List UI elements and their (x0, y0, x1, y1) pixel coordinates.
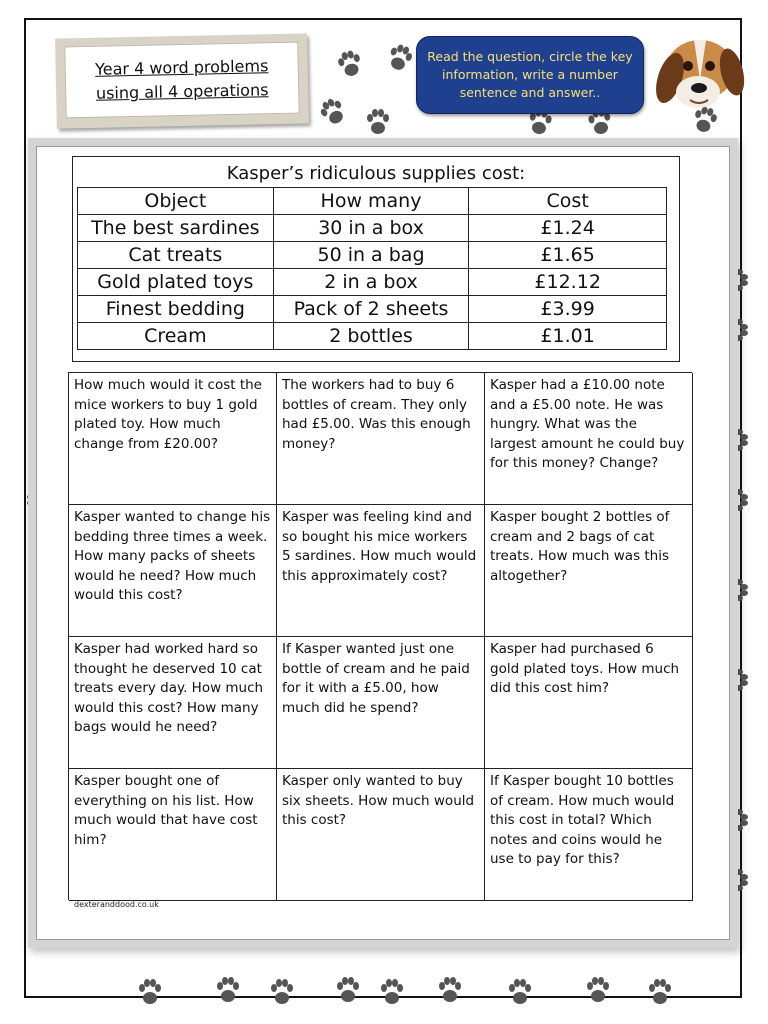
table-row (78, 323, 667, 350)
problem-card-9: Kasper had purchased 6 gold plated toys. How much did this cost him? (485, 637, 693, 769)
problem-card-2: The workers had to buy 6 bottles of cream. They only had £5.00. Was this enough money? (277, 373, 485, 505)
cost-cell: £1.24 (469, 215, 667, 242)
object-cell: Cream (78, 323, 274, 350)
column-header-cost: Cost (469, 188, 667, 215)
instruction-bubble (416, 36, 644, 114)
quantity-cell: Pack of 2 sheets (273, 296, 469, 323)
problem-card-6: Kasper bought 2 bottles of cream and 2 bags of cat treats. How much was this altogether? (485, 505, 693, 637)
quantity-cell: 30 in a box (273, 215, 469, 242)
problem-card-12: If Kasper bought 10 bottles of cream. How much would this cost in total? Which notes and coins would he use to pay for this? (485, 769, 693, 901)
problem-card-10: Kasper bought one of everything on his list. How much would that have cost him? (69, 769, 277, 901)
table-row (78, 242, 667, 269)
quantity-cell: 2 bottles (273, 323, 469, 350)
table-row (78, 215, 667, 242)
column-header-how-many: How many (273, 188, 469, 215)
quantity-cell: 2 in a box (273, 269, 469, 296)
problem-card-1: How much would it cost the mice workers to buy 1 gold plated toy. How much change from £20.00? (69, 373, 277, 505)
object-cell: Gold plated toys (78, 269, 274, 296)
problem-card-8: If Kasper wanted just one bottle of cream and he paid for it with a £5.00, how much did he spend? (277, 637, 485, 769)
object-cell: Finest bedding (78, 296, 274, 323)
title-label (64, 42, 299, 119)
table-row (78, 269, 667, 296)
problem-card-7: Kasper had worked hard so thought he deserved 10 cat treats every day. How much would this cost? How many bags would he need? (69, 637, 277, 769)
word-problems-grid (68, 372, 692, 900)
cost-cell: £1.01 (469, 323, 667, 350)
instruction-text: Read the question, circle the key information, write a number sentence and answer.. (427, 49, 633, 100)
supplies-price-list (72, 156, 680, 362)
problem-card-11: Kasper only wanted to buy six sheets. How much would this cost? (277, 769, 485, 901)
supplies-table (77, 187, 667, 350)
title-line-1: Year 4 word problems (94, 56, 269, 79)
quantity-cell: 50 in a bag (273, 242, 469, 269)
cost-cell: £12.12 (469, 269, 667, 296)
object-cell: Cat treats (78, 242, 274, 269)
table-row (78, 296, 667, 323)
footer-credit: dexteranddood.co.uk (74, 900, 159, 909)
dog-icon (648, 20, 748, 120)
cost-cell: £1.65 (469, 242, 667, 269)
supplies-title: Kasper’s ridiculous supplies cost: (226, 163, 526, 184)
title-line-2: using all 4 operations (95, 80, 269, 103)
problem-card-5: Kasper was feeling kind and so bought his mice workers 5 sardines. How much would this approximately cost? (277, 505, 485, 637)
problem-card-3: Kasper had a £10.00 note and a £5.00 note. He was hungry. What was the largest amount he could buy for this money? Change? (485, 373, 693, 505)
problem-card-4: Kasper wanted to change his bedding three times a week. How many packs of sheets would he need? How much would this cost? (69, 505, 277, 637)
cost-cell: £3.99 (469, 296, 667, 323)
column-header-object: Object (78, 188, 274, 215)
object-cell: The best sardines (78, 215, 274, 242)
title-card (55, 33, 309, 128)
table-header-row (78, 188, 667, 215)
